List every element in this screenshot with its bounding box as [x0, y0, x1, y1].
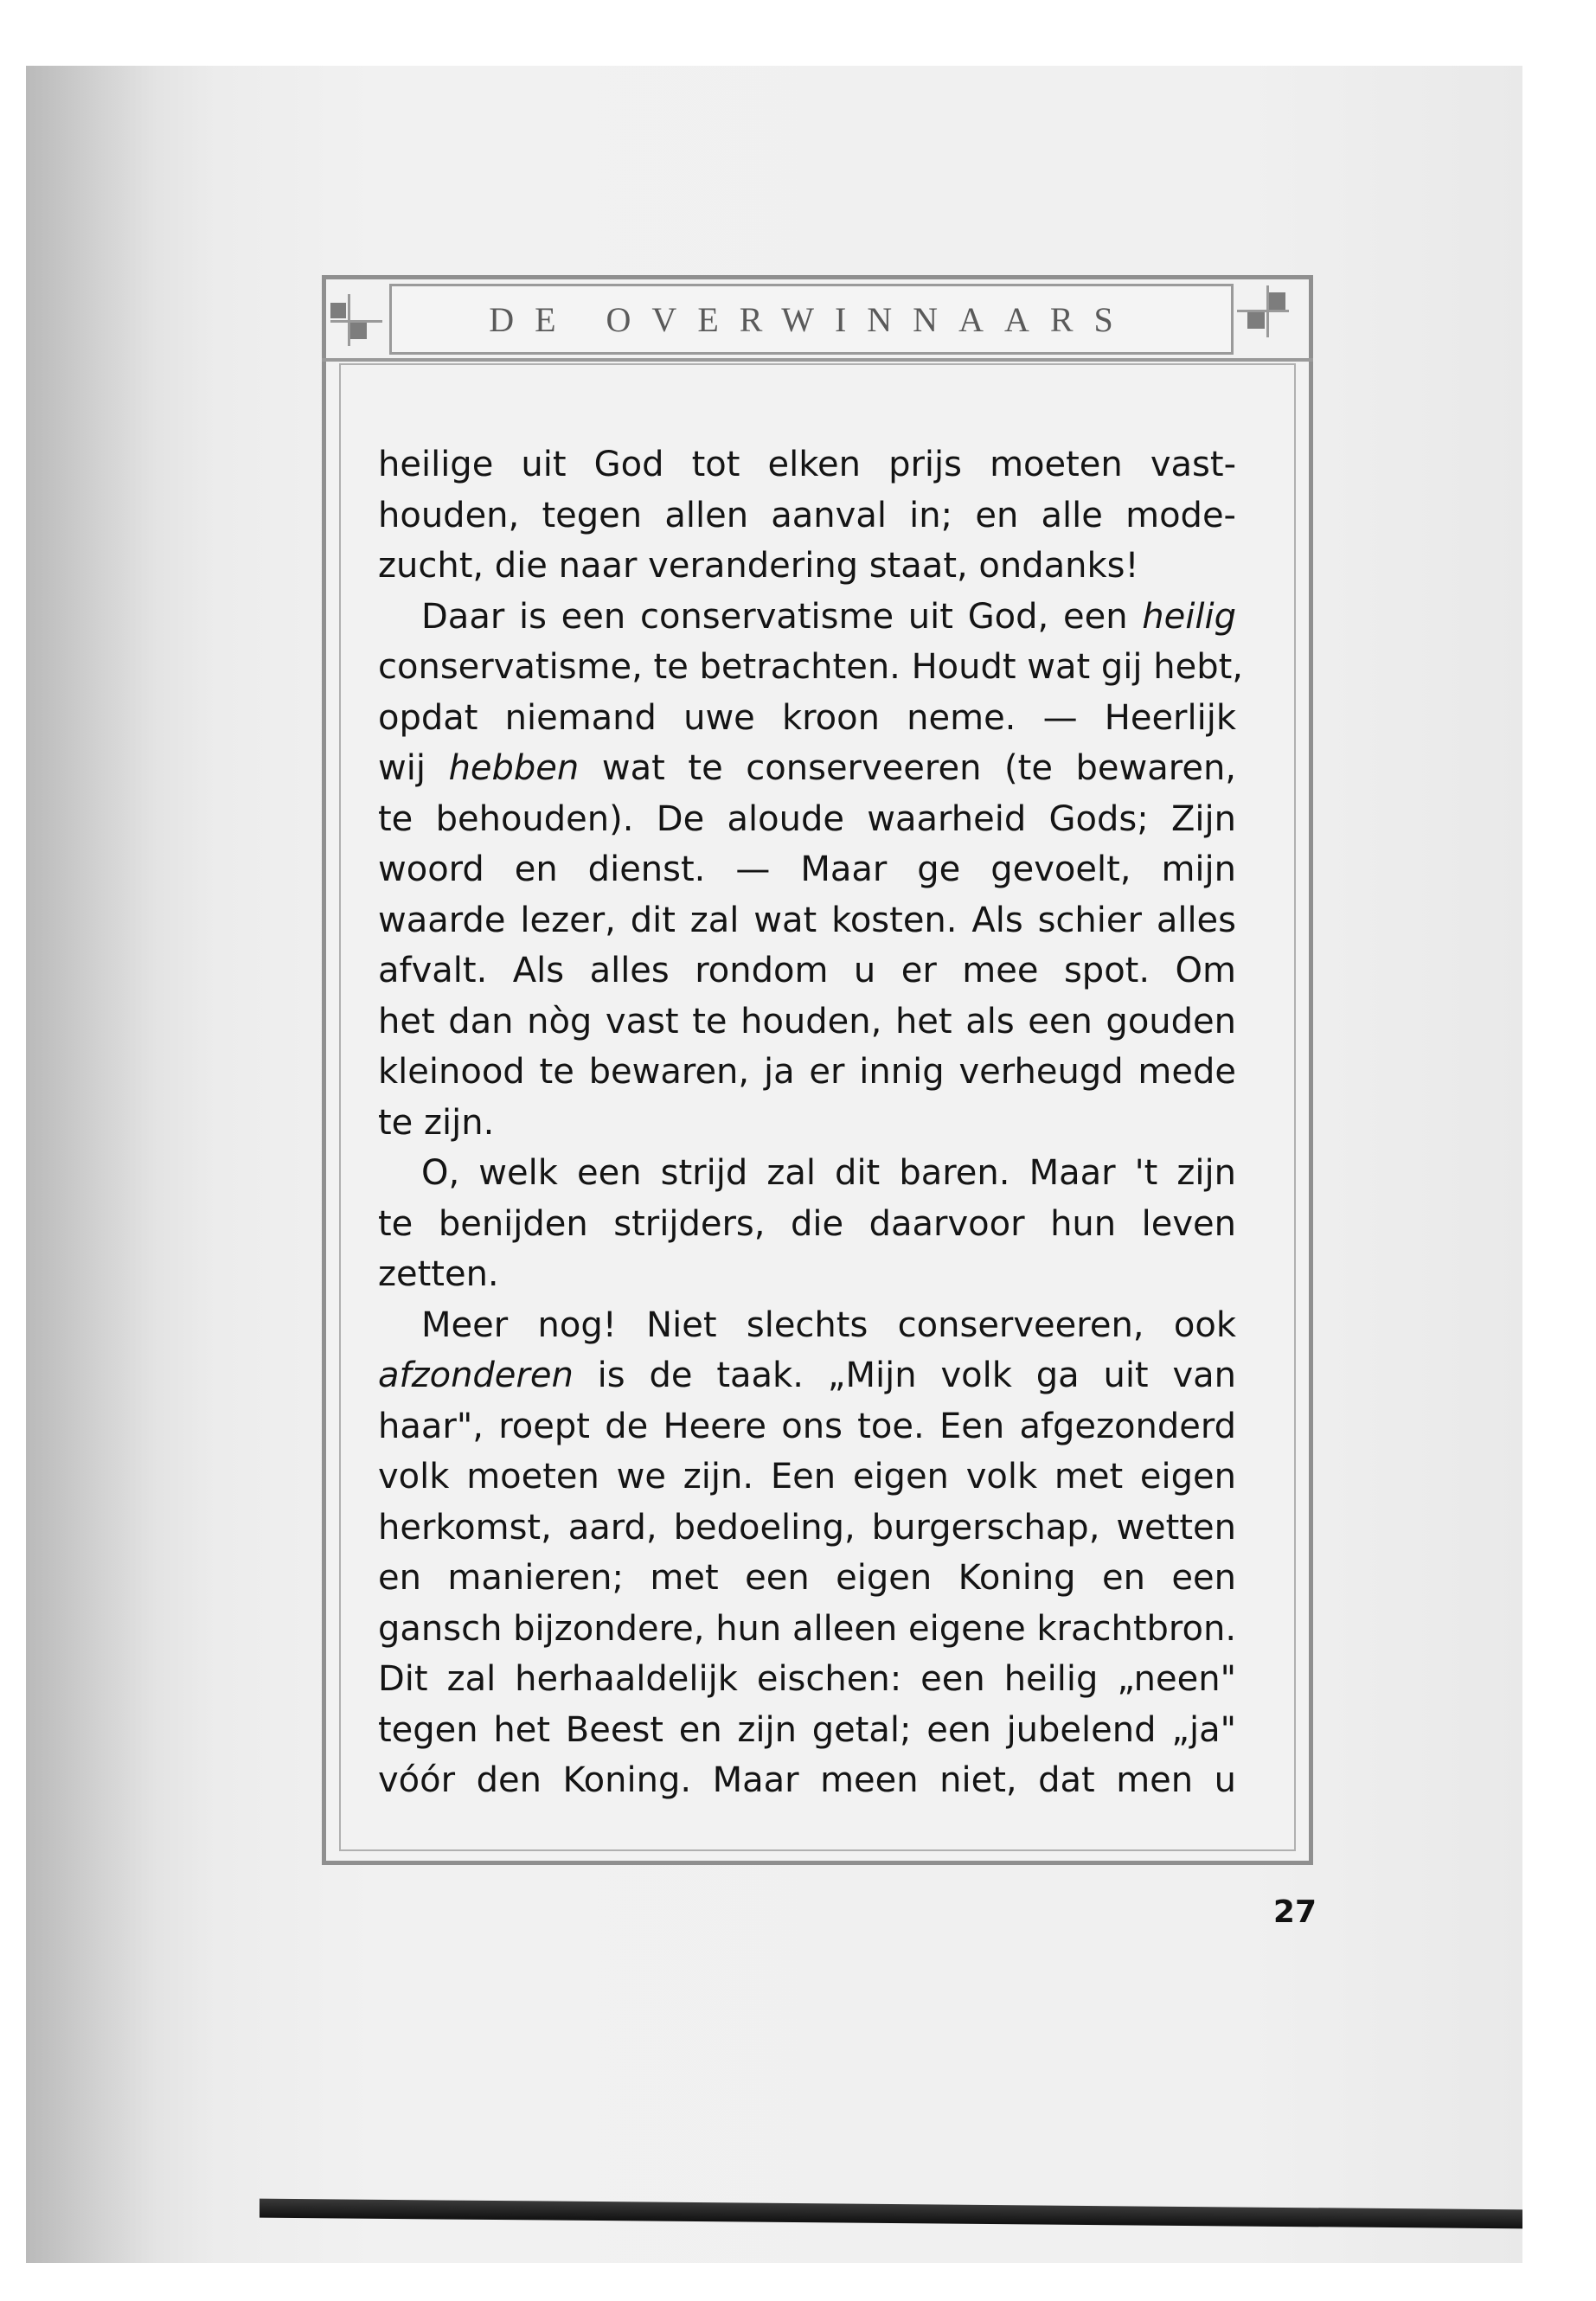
text-line: Dit zal herhaaldelijk eischen: een heilig „neen"	[378, 1659, 1236, 1699]
text-line: O, welk een strijd zal dit baren. Maar 't zijn	[421, 1153, 1236, 1193]
text-line: houden, tegen allen aanval in; en alle mode-	[378, 495, 1236, 535]
text-line: gansch bijzondere, hun alleen eigene krachtbron.	[378, 1608, 1237, 1649]
text-line: conservatisme, te betrachten. Houdt wat gij hebt,	[378, 647, 1243, 687]
book-gutter-shadow	[26, 66, 156, 2263]
left-corner-ornament-icon	[330, 294, 382, 346]
text-line: afvalt. Als alles rondom u er mee spot. Om	[378, 951, 1236, 990]
text-line: het dan nòg vast te houden, het als een gouden	[378, 1001, 1236, 1042]
text-line: wij hebben wat te conserveeren (te bewaren,	[378, 748, 1237, 788]
text-line: zetten.	[378, 1254, 499, 1294]
text-line: zucht, die naar verandering staat, ondanks!	[378, 546, 1139, 586]
text-line: waarde lezer, dit zal wat kosten. Als schier alles	[378, 900, 1236, 940]
text-line: tegen het Beest en zijn getal; een jubelend „ja"	[378, 1709, 1236, 1750]
text-line: heilige uit God tot elken prijs moeten vast-	[378, 445, 1236, 484]
page-number: 27	[1272, 1894, 1317, 1930]
text-line: woord en dienst. — Maar ge gevoelt, mijn	[378, 849, 1236, 889]
text-line: te behouden). De aloude waarheid Gods; Zijn	[378, 798, 1236, 839]
running-header-title: DE OVERWINNAARS	[489, 300, 1134, 339]
text-line: Daar is een conservatisme uit God, een heilig	[421, 596, 1236, 637]
text-line: opdat niemand uwe kroon neme. — Heerlijk	[378, 697, 1236, 738]
text-line: te benijden strijders, die daarvoor hun leven	[378, 1203, 1236, 1244]
text-line: afzonderen is de taak. „Mijn volk ga uit van	[378, 1356, 1236, 1395]
text-line: herkomst, aard, bedoeling, burgerschap, wetten	[378, 1507, 1236, 1548]
body-text	[378, 439, 1243, 1806]
text-line: volk moeten we zijn. Een eigen volk met eigen	[378, 1457, 1236, 1497]
text-line: Meer nog! Niet slechts conserveeren, ook	[421, 1304, 1236, 1345]
text-line: vóór den Koning. Maar meen niet, dat men u	[378, 1760, 1236, 1800]
text-line: haar", roept de Heere ons toe. Een afgezonderd	[378, 1406, 1236, 1446]
right-corner-ornament-icon	[1237, 285, 1289, 337]
text-line: kleinood te bewaren, ja er innig verheugd mede	[378, 1052, 1236, 1092]
text-line: en manieren; met een eigen Koning en een	[378, 1558, 1236, 1598]
text-line: te zijn.	[378, 1102, 495, 1143]
